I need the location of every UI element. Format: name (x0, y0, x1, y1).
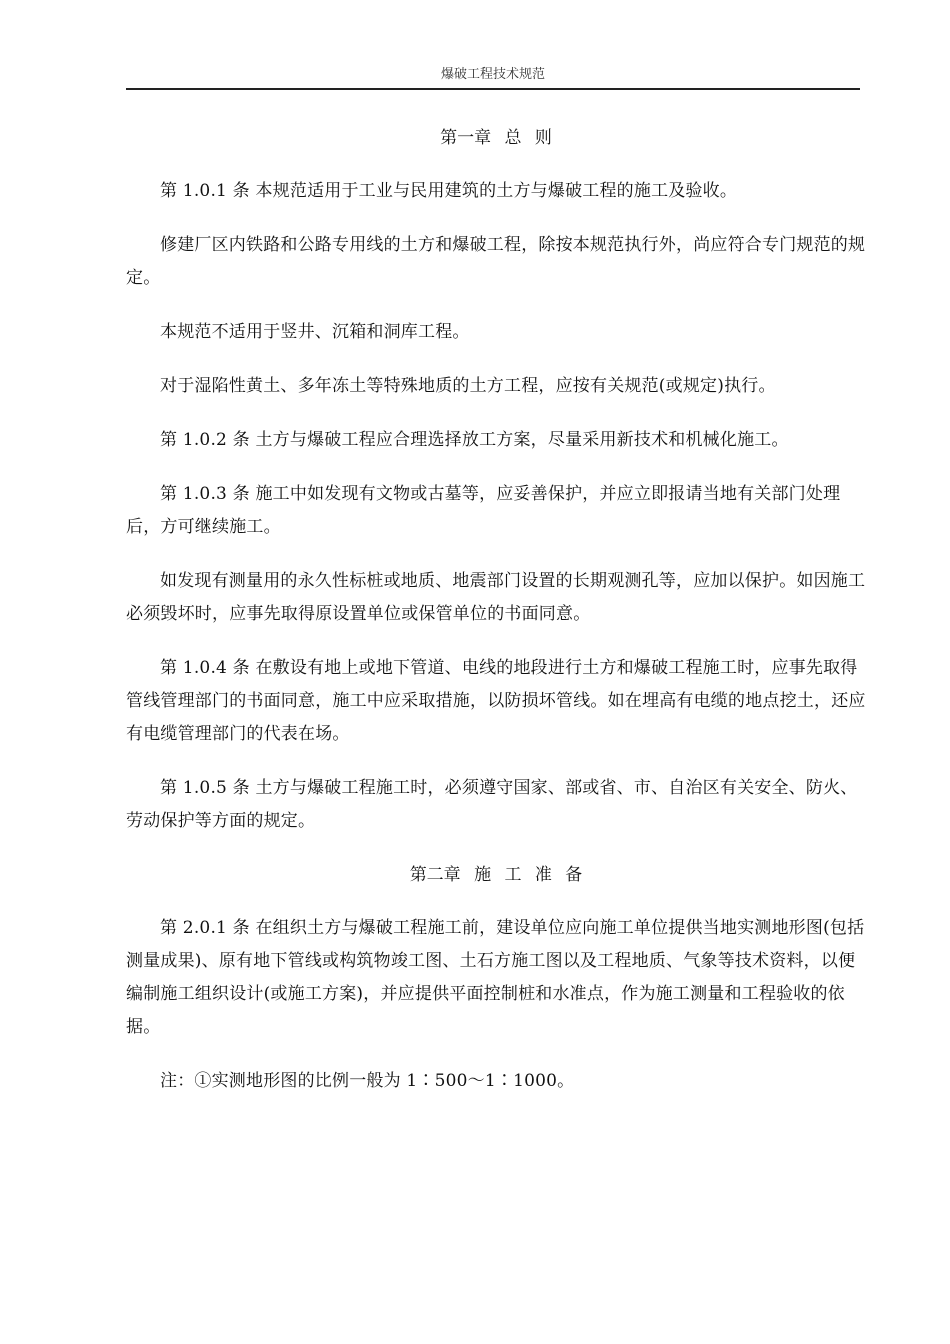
article-2-0-1-note: 注：①实测地形图的比例一般为 1∶500～1∶1000。 (160, 1071, 575, 1091)
article-2-0-1: 第 2.0.1 条 在组织土方与爆破工程施工前，建设单位应向施工单位提供当地实测地形图(包括测量成果)、原有地下管线或构筑物竣工图、土石方施工图以及工程地质、气象等技术资料，以便编制施工组织设计(或施工方案)，并应提供平面控制桩和水准点，作为施工测量和工程验收的依据。 (126, 918, 865, 1037)
running-header (126, 66, 860, 90)
chapter-1-title: 第一章 总 则 (440, 128, 552, 148)
running-header-title: 爆破工程技术规范 (440, 67, 545, 82)
article-1-0-5: 第 1.0.5 条 土方与爆破工程施工时，必须遵守国家、部或省、市、自治区有关安全、防火、劳动保护等方面的规定。 (126, 778, 858, 831)
article-1-0-4: 第 1.0.4 条 在敷设有地上或地下管道、电线的地段进行土方和爆破工程施工时，应事先取得管线管理部门的书面同意，施工中应采取措施，以防损坏管线。如在埋高有电缆的地点挖土，还应有电缆管理部门的代表在场。 (126, 658, 866, 744)
article-1-0-1-special-geology: 对于湿陷性黄土、多年冻土等特殊地质的土方工程，应按有关规范(或规定)执行。 (160, 376, 776, 396)
article-1-0-3: 第 1.0.3 条 施工中如发现有文物或古墓等，应妥善保护，并应立即报请当地有关部门处理后，方可继续施工。 (126, 484, 841, 537)
chapter-2-title: 第二章 施 工 准 备 (409, 865, 583, 885)
article-1-0-3-survey-markers: 如发现有测量用的永久性标桩或地质、地震部门设置的长期观测孔等，应加以保护。如因施工必须毁坏时，应事先取得原设置单位或保管单位的书面同意。 (126, 571, 866, 624)
document-body (126, 122, 866, 1119)
article-1-0-2: 第 1.0.2 条 土方与爆破工程应合理选择放工方案，尽量采用新技术和机械化施工。 (160, 430, 789, 450)
article-1-0-1: 第 1.0.1 条 本规范适用于工业与民用建筑的土方与爆破工程的施工及验收。 (160, 181, 738, 201)
article-1-0-1-railway: 修建厂区内铁路和公路专用线的土方和爆破工程，除按本规范执行外，尚应符合专门规范的规定。 (126, 235, 866, 288)
article-1-0-1-exclusions: 本规范不适用于竖井、沉箱和洞库工程。 (160, 322, 470, 342)
